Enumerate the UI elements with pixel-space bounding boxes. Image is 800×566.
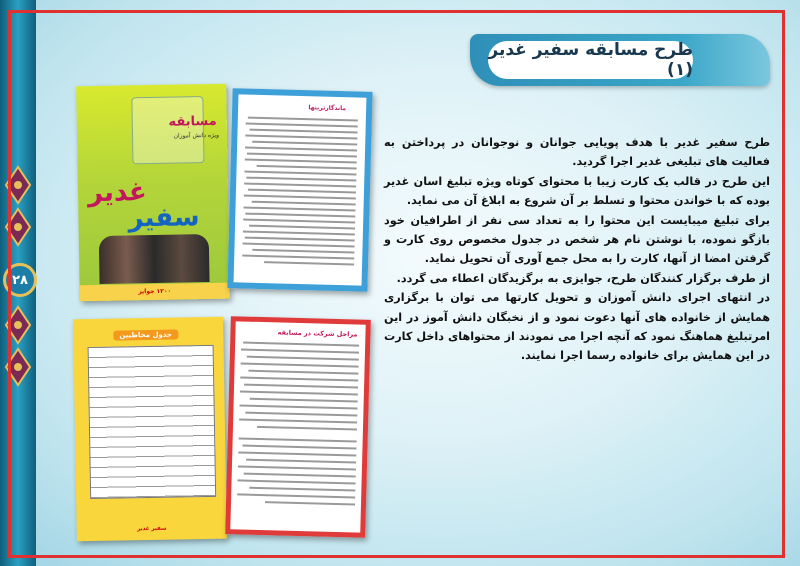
table-sheet-title: جدول مخاطبین [113, 329, 178, 340]
text-sheet-header: ماندگارترینها [308, 104, 347, 113]
text-line [244, 384, 358, 389]
text-line [257, 165, 357, 170]
text-line [242, 445, 356, 450]
text-line [246, 177, 356, 182]
text-line [239, 437, 357, 442]
text-line [243, 207, 355, 212]
body-text [384, 133, 770, 366]
cover-title: مسابقه [168, 113, 217, 130]
text-line [244, 183, 356, 188]
page-title: طرح مسابقه سفیر غدیر (۱) [488, 40, 693, 80]
text-line [245, 147, 357, 152]
cover-subtitle: ویژه دانش آموزان [173, 131, 220, 140]
text-line [238, 451, 356, 456]
text-line [245, 159, 357, 164]
text-line [240, 376, 358, 381]
text-line [252, 141, 357, 146]
text-line [257, 426, 357, 431]
cover-word-ghadir: غدیر [87, 177, 147, 209]
text-line [244, 473, 356, 478]
text-line [238, 465, 356, 470]
text-line [240, 390, 358, 395]
text-line [264, 261, 354, 265]
text-line [265, 501, 355, 505]
form-box [131, 96, 204, 164]
brochure-text-sheet-image [227, 88, 372, 292]
paragraph: در انتهای اجرای دانش آموزان و تحویل کارتها می توان با برگزاری همایش از خانواده های آنها دعوت نمود و از نخبگان دانش آموز در این امرتبلیغ هماهنگ نمود که آنچه اجرا می نمودند از محتواهای داخل کارت در این همایش برای خانواده رسما اجرا نمایند. [384, 291, 770, 363]
title-banner [470, 34, 770, 86]
text-line [247, 153, 357, 158]
paragraph: برای تبلیغ میبایست این محتوا را به تعداد سی نفر از اطرافیان خود بازگو نموده، با نوشتن نام هر شخص در جدول مخصوص روی کارت و گرفتن امضا از آنها، کارت را به محل جمع آوری آن تحویل نماید. [384, 213, 770, 266]
paragraph: طرح سفیر غدیر با هدف پویایی جوانان و نوجوانان در پرداختن به فعالیت های تبلیغی غدیر اجرا گردید. [384, 136, 770, 169]
text-line [245, 237, 355, 242]
text-line [245, 213, 355, 218]
text-line [247, 356, 359, 361]
text-line [252, 201, 356, 206]
text-line [245, 135, 357, 140]
cover-word-safir: سفیر [128, 202, 200, 234]
paragraph: این طرح در قالب یک کارت زیبا با محتوای کوتاه ویژه تبلیغ اسان غدیر بوده که با خواندن محتوا و تسلط بر آن شروع به ابلاغ آن می نماید. [384, 174, 770, 208]
paragraph: از طرف برگزار کنندگان طرح، جوایزی به برگزیدگان اعطاء می گردد. [396, 271, 770, 285]
text-line [248, 117, 358, 122]
text-line [246, 123, 358, 128]
contacts-table [88, 345, 217, 499]
text-line [242, 255, 354, 260]
text-line [241, 362, 359, 367]
text-line [237, 493, 355, 498]
cover-bottom-bar: ۱۲۰۰ جوایز [80, 283, 230, 302]
steps-sheet-header: مراحل شرکت در مسابقه [277, 328, 358, 339]
brochure-steps-sheet-image [225, 316, 371, 538]
text-line [243, 342, 359, 347]
students-photo [99, 234, 210, 284]
text-line [248, 370, 358, 375]
table-sheet-footer: سفیر غدیر [137, 525, 167, 533]
text-line [244, 171, 356, 176]
text-line [245, 412, 357, 417]
text-line [243, 219, 355, 224]
text-line [240, 404, 358, 409]
text-line [248, 189, 356, 194]
text-line [239, 418, 357, 423]
text-line [249, 225, 355, 230]
title-pill [488, 41, 693, 79]
text-line [246, 459, 356, 464]
brochure-table-sheet-image [73, 317, 227, 542]
text-line [250, 129, 358, 134]
text-line [238, 479, 356, 484]
text-line [241, 348, 359, 353]
text-line [249, 487, 355, 492]
brochure-cover-image [76, 84, 230, 302]
text-line [250, 398, 358, 403]
text-line [243, 243, 355, 248]
text-line [243, 231, 355, 236]
page-number-badge: ۲۸ [3, 263, 37, 297]
text-line [244, 195, 356, 200]
text-line [252, 249, 354, 254]
